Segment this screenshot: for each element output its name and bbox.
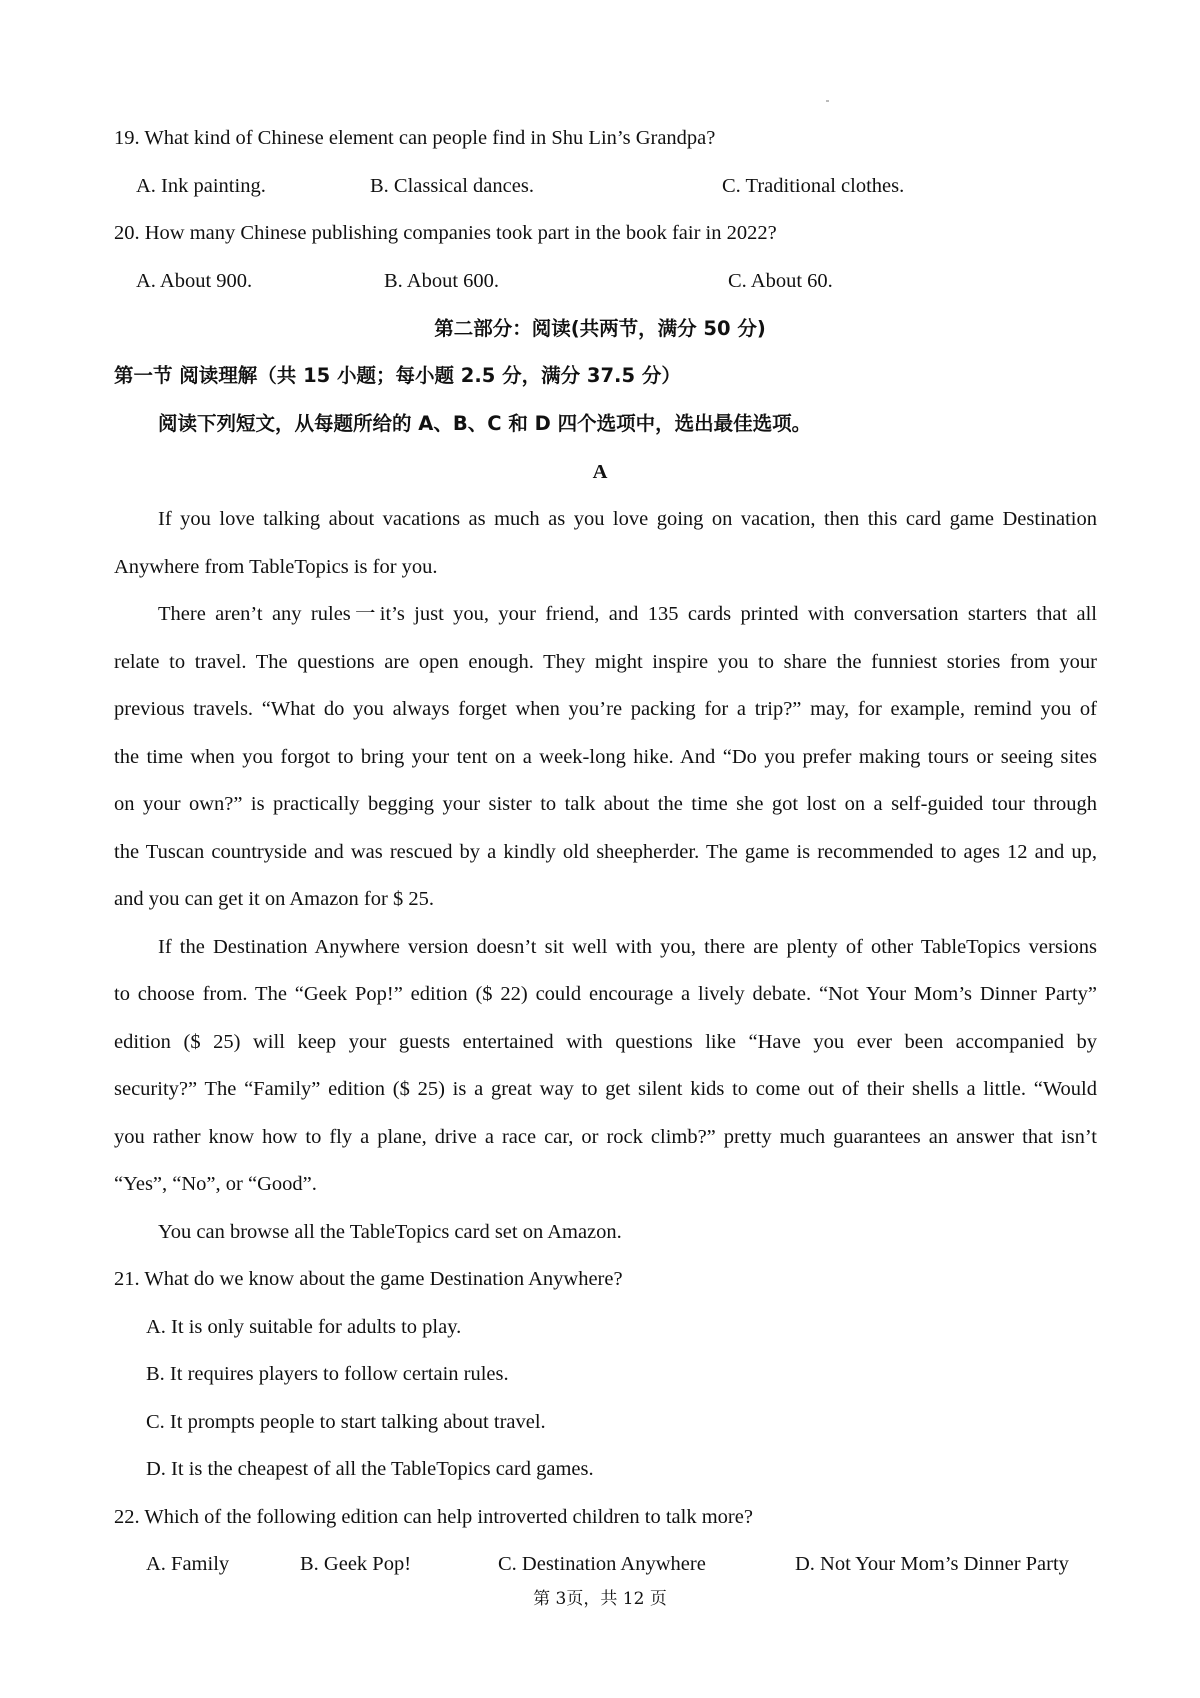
- passage-line: There aren’t any rules一it’s just you, your friend, and 135 cards printed with conversation starters that all: [158, 603, 1097, 625]
- passage-line: to choose from. The “Geek Pop!” edition ($ 22) could encourage a lively debate. “Not Your Mom’s Dinner Party”: [114, 983, 1097, 1005]
- question-21-option-a: A. It is only suitable for adults to play.: [146, 1316, 462, 1338]
- question-22-option-d: D. Not Your Mom’s Dinner Party: [795, 1553, 1069, 1575]
- question-22-option-a: A. Family: [146, 1553, 230, 1575]
- passage-label: A: [592, 461, 608, 483]
- question-22-stem: 22. Which of the following edition can help introverted children to talk more?: [114, 1506, 753, 1528]
- passage-line: You can browse all the TableTopics card set on Amazon.: [158, 1221, 622, 1243]
- question-22-option-c: C. Destination Anywhere: [498, 1553, 706, 1575]
- question-20-option-b: B. About 600.: [384, 270, 500, 292]
- passage-line: edition ($ 25) will keep your guests entertained with questions like “Have you ever been accompanied by: [114, 1031, 1097, 1053]
- passage-line: security?” The “Family” edition ($ 25) is a great way to get silent kids to come out of their shells a little. “Would: [114, 1078, 1097, 1100]
- passage-line: previous travels. “What do you always forget when you’re packing for a trip?” may, for example, remind you of: [114, 698, 1097, 720]
- question-21-option-b: B. It requires players to follow certain rules.: [146, 1363, 509, 1385]
- passage-line: and you can get it on Amazon for $ 25.: [114, 888, 434, 910]
- question-21-option-c: C. It prompts people to start talking about travel.: [146, 1411, 546, 1433]
- passage-line: on your own?” is practically begging your sister to talk about the time she got lost on a self-guided tour through: [114, 793, 1097, 815]
- passage-line: relate to travel. The questions are open enough. They might inspire you to share the funniest stories from your: [114, 651, 1097, 673]
- question-19-stem: 19. What kind of Chinese element can people find in Shu Lin’s Grandpa?: [114, 127, 716, 149]
- section-one-title: 第一节 阅读理解（共 15 小题；每小题 2.5 分，满分 37.5 分）: [114, 364, 681, 387]
- question-19-option-b: B. Classical dances.: [370, 175, 534, 197]
- question-20-option-a: A. About 900.: [136, 270, 253, 292]
- question-19-option-a: A. Ink painting.: [136, 175, 266, 197]
- reading-instruction: 阅读下列短文，从每题所给的 A、B、C 和 D 四个选项中，选出最佳选项。: [158, 412, 812, 435]
- passage-line: “Yes”, “No”, or “Good”.: [114, 1173, 317, 1195]
- passage-line: If the Destination Anywhere version doesn’t sit well with you, there are plenty of other TableTopics versions: [158, 936, 1097, 958]
- question-19-option-c: C. Traditional clothes.: [722, 175, 905, 197]
- question-22-option-b: B. Geek Pop!: [300, 1553, 412, 1575]
- question-21-stem: 21. What do we know about the game Destination Anywhere?: [114, 1268, 623, 1290]
- question-21-option-d: D. It is the cheapest of all the TableTopics card games.: [146, 1458, 594, 1480]
- part-two-title: 第二部分：阅读(共两节，满分 50 分): [434, 317, 766, 340]
- page-footer: 第 3页，共 12 页: [533, 1589, 667, 1609]
- scan-speck: [826, 100, 829, 102]
- passage-line: Anywhere from TableTopics is for you.: [114, 556, 438, 578]
- passage-line: the time when you forgot to bring your tent on a week-long hike. And “Do you prefer making tours or seeing sites: [114, 746, 1097, 768]
- passage-line: the Tuscan countryside and was rescued by a kindly old sheepherder. The game is recommended to ages 12 and up,: [114, 841, 1097, 863]
- question-20-option-c: C. About 60.: [728, 270, 833, 292]
- question-20-stem: 20. How many Chinese publishing companies took part in the book fair in 2022?: [114, 222, 777, 244]
- passage-line: If you love talking about vacations as much as you love going on vacation, then this card game Destination: [158, 508, 1097, 530]
- passage-line: you rather know how to fly a plane, drive a race car, or rock climb?” pretty much guarantees an answer that isn’t: [114, 1126, 1097, 1148]
